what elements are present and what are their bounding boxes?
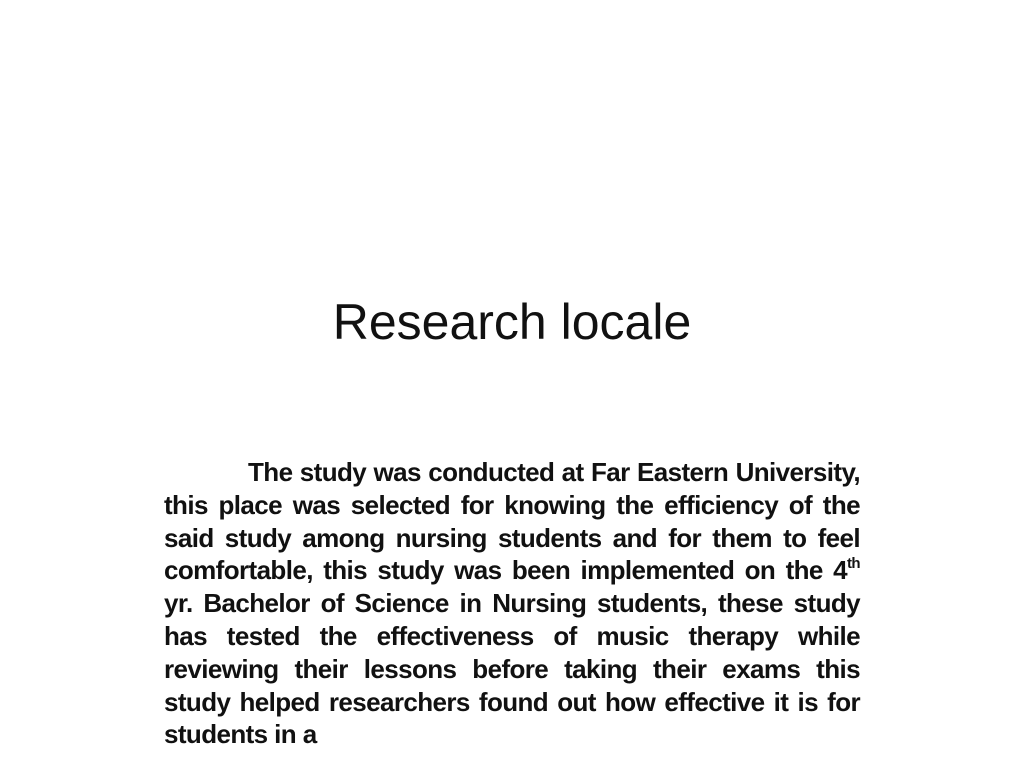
slide-title: Research locale	[332, 294, 692, 350]
slide-body-text	[164, 456, 860, 751]
body-text-part-2: yr. Bachelor of Science in Nursing students, these study has tested the effectiveness of music therapy while reviewing their lessons before taking their exams this study helped researchers found out how effective it is for students in a	[164, 588, 860, 750]
body-text-part-1: The study was conducted at Far Eastern University, this place was selected for knowing the efficiency of the said study among nursing students and for them to feel comfortable, this study was been implemented on the 4	[164, 457, 860, 586]
ordinal-superscript: th	[847, 554, 860, 572]
